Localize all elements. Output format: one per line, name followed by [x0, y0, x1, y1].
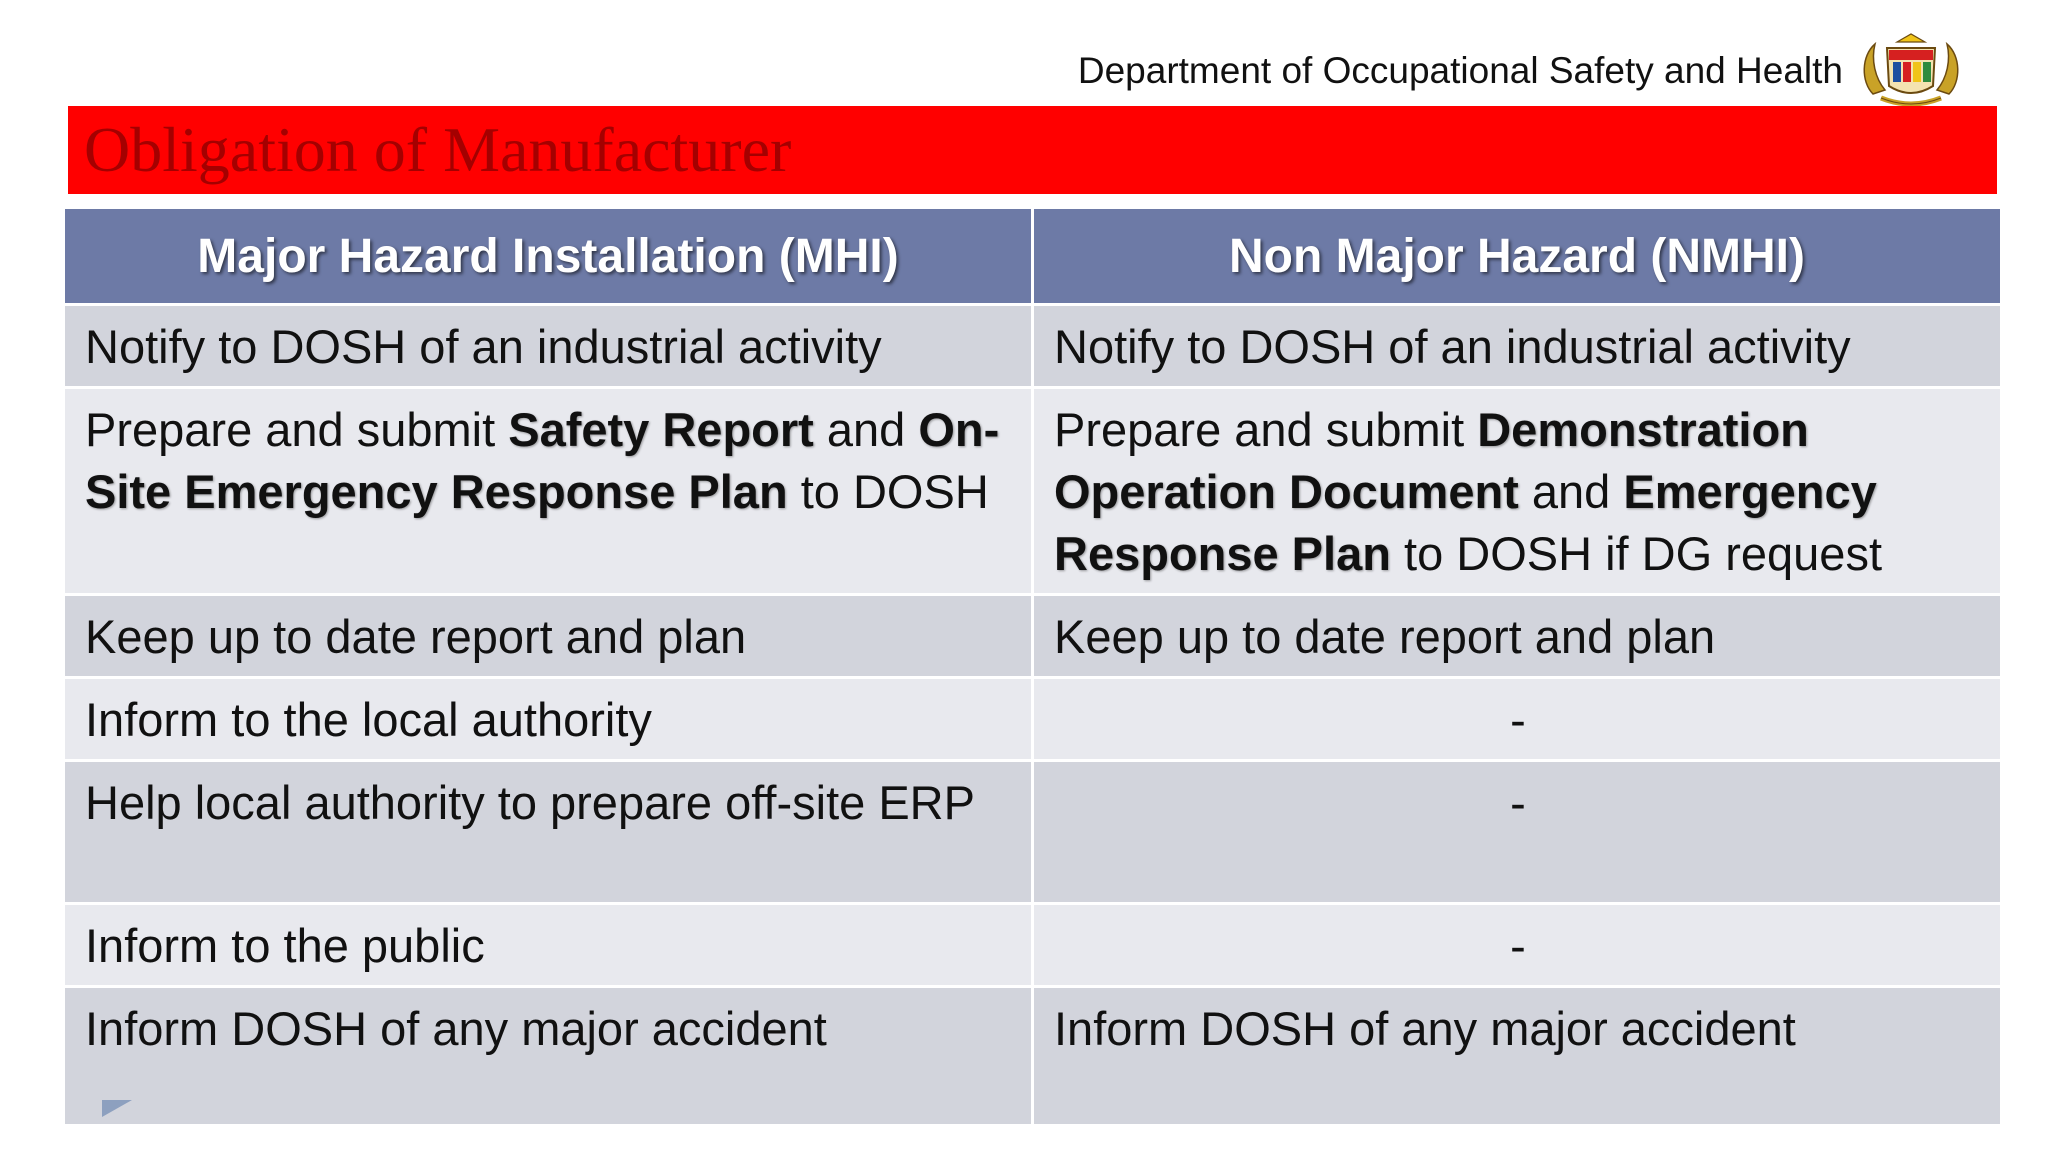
mhi-cell: [64, 987, 1033, 1126]
cell-text: and: [1518, 465, 1624, 518]
obligation-table: [62, 206, 2003, 1127]
table-row: [64, 305, 2002, 388]
table-row: [64, 678, 2002, 761]
table-row: [64, 595, 2002, 678]
cell-text: to DOSH: [787, 465, 989, 518]
cell-text: -: [1510, 919, 1526, 972]
cell-bold-text: Demonstration Operation Document: [1054, 403, 1809, 518]
cell-text: Notify to DOSH of an industrial activity: [1054, 320, 1851, 373]
cell-text: Keep up to date report and plan: [85, 610, 747, 663]
cell-text: -: [1510, 776, 1526, 829]
nmhi-cell: [1033, 595, 2002, 678]
table-row: [64, 388, 2002, 595]
cell-text: Inform to the public: [85, 919, 485, 972]
mhi-cell: [64, 388, 1033, 595]
slide-nav-triangle-icon: [102, 1100, 132, 1117]
table-row: [64, 761, 2002, 904]
cell-bold-text: Safety Report: [508, 403, 814, 456]
column-header-nmhi: Non Major Hazard (NMHI): [1033, 208, 2002, 305]
cell-text: Inform to the local authority: [85, 693, 652, 746]
cell-text: Inform DOSH of any major accident: [1054, 1002, 1796, 1055]
cell-bold-text: Emergency Response Plan: [1054, 465, 1877, 580]
nmhi-cell: [1033, 388, 2002, 595]
mhi-cell: [64, 678, 1033, 761]
table-header-row: [64, 208, 2002, 305]
slide-title: Obligation of Manufacturer: [84, 114, 792, 185]
mhi-cell: [64, 904, 1033, 987]
mhi-cell: [64, 595, 1033, 678]
nmhi-cell: [1033, 904, 2002, 987]
table-row: [64, 987, 2002, 1126]
cell-text: to DOSH if DG request: [1390, 527, 1882, 580]
column-header-mhi: Major Hazard Installation (MHI): [64, 208, 1033, 305]
cell-text: Keep up to date report and plan: [1054, 610, 1716, 663]
nmhi-cell: [1033, 305, 2002, 388]
cell-text: Help local authority to prepare off-site ERP: [85, 776, 975, 829]
cell-text: Prepare and submit: [1054, 403, 1478, 456]
nmhi-cell: [1033, 987, 2002, 1126]
cell-text: -: [1510, 693, 1526, 746]
table-row: [64, 904, 2002, 987]
department-name: Department of Occupational Safety and Health: [1077, 50, 1843, 91]
mhi-cell: [64, 761, 1033, 904]
nmhi-cell: [1033, 678, 2002, 761]
cell-bold-text: On-Site Emergency Response Plan: [85, 403, 1000, 518]
cell-text: and: [813, 403, 919, 456]
nmhi-cell: [1033, 761, 2002, 904]
cell-text: Prepare and submit: [85, 403, 509, 456]
cell-text: Inform DOSH of any major accident: [85, 1002, 827, 1055]
cell-text: Notify to DOSH of an industrial activity: [85, 320, 882, 373]
mhi-cell: [64, 305, 1033, 388]
malaysia-coat-of-arms-icon: [1857, 30, 1965, 110]
title-bar: [68, 106, 1997, 194]
